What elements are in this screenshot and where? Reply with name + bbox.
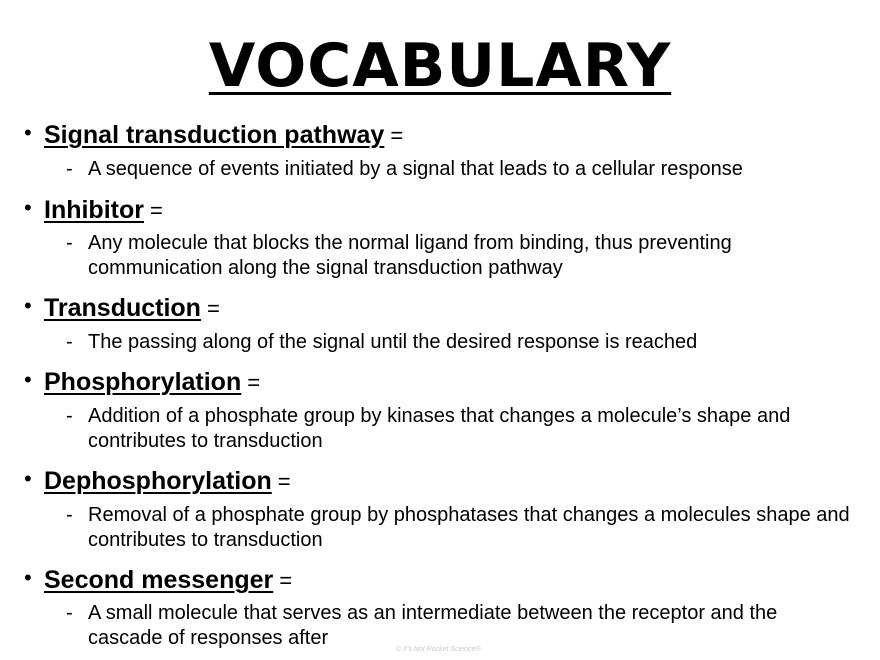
dash-icon: - [66, 331, 73, 353]
page-title-text: VOCABULARY [208, 31, 672, 101]
vocab-term-row [24, 195, 163, 226]
vocab-term: Phosphorylation [44, 368, 242, 396]
vocab-definition: The passing along of the signal until the desired response is reached [88, 331, 698, 353]
vocab-term-row [24, 565, 292, 596]
bullet-icon: • [24, 195, 32, 220]
dash-icon: - [66, 602, 73, 624]
equals-sign: = [149, 198, 163, 223]
vocab-term: Transduction [44, 294, 201, 322]
equals-sign: = [206, 296, 220, 321]
equals-sign: = [390, 123, 404, 148]
bullet-icon: • [24, 120, 32, 145]
vocab-definition: Any molecule that blocks the normal ligand from binding, thus preventing communication along the signal transduction pathway [88, 232, 732, 279]
vocab-term-row [24, 466, 291, 497]
vocab-term-row [24, 120, 403, 151]
watermark: © It’s Not Rocket Science® [396, 646, 481, 653]
page-title [0, 30, 880, 102]
vocab-term-row [24, 293, 220, 324]
vocab-definition-row [66, 601, 856, 651]
dash-icon: - [66, 158, 73, 180]
bullet-icon: • [24, 565, 32, 590]
equals-sign: = [279, 568, 293, 593]
bullet-icon: • [24, 293, 32, 318]
dash-icon: - [66, 405, 73, 427]
vocab-definition-row [66, 157, 856, 182]
vocab-definition: Removal of a phosphate group by phosphatases that changes a molecules shape and contributes to transduction [88, 504, 850, 551]
bullet-icon: • [24, 466, 32, 491]
equals-sign: = [277, 469, 291, 494]
vocab-term: Dephosphorylation [44, 467, 272, 495]
equals-sign: = [247, 370, 261, 395]
dash-icon: - [66, 504, 73, 526]
dash-icon: - [66, 232, 73, 254]
vocab-definition: A small molecule that serves as an intermediate between the receptor and the cascade of responses after [88, 602, 778, 649]
vocab-term: Inhibitor [44, 196, 144, 224]
bullet-icon: • [24, 367, 32, 392]
vocab-definition-row [66, 231, 856, 281]
vocab-term: Second messenger [44, 566, 274, 594]
vocab-definition: A sequence of events initiated by a signal that leads to a cellular response [88, 158, 743, 180]
vocab-definition-row [66, 404, 856, 454]
vocab-term: Signal transduction pathway [44, 121, 385, 149]
vocab-term-row [24, 367, 260, 398]
vocab-definition-row [66, 503, 856, 553]
vocab-definition-row [66, 330, 856, 355]
vocab-definition: Addition of a phosphate group by kinases that changes a molecule’s shape and contributes to transduction [88, 405, 791, 452]
